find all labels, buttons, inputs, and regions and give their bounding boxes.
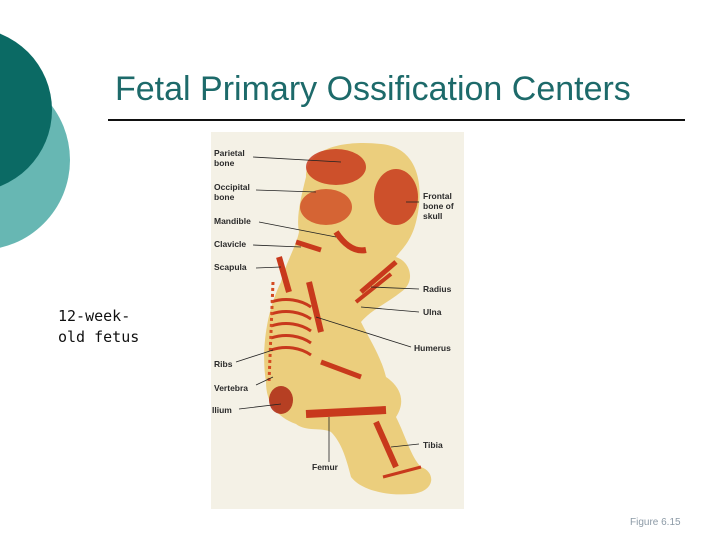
slide-title: Fetal Primary Ossification Centers	[115, 70, 631, 108]
occipital-bone-shape	[300, 189, 352, 225]
fetus-age-label-line-2: old fetus	[58, 328, 140, 346]
label-mandible: Mandible	[214, 216, 251, 226]
label-frontal-1: Frontal	[423, 191, 452, 201]
label-ulna: Ulna	[423, 307, 442, 317]
label-radius: Radius	[423, 284, 452, 294]
label-ilium: Ilium	[212, 405, 232, 415]
label-parietal-2: bone	[214, 158, 235, 168]
ilium-shape	[269, 386, 293, 414]
label-humerus: Humerus	[414, 343, 451, 353]
label-femur: Femur	[312, 462, 338, 472]
fetus-age-label-line-1: 12-week-	[58, 307, 131, 325]
label-scapula: Scapula	[214, 262, 247, 272]
label-vertebra: Vertebra	[214, 383, 249, 393]
label-occipital-2: bone	[214, 192, 235, 202]
label-clavicle: Clavicle	[214, 239, 247, 249]
fetus-age-label	[58, 306, 139, 348]
theme-decoration	[0, 0, 120, 300]
label-tibia: Tibia	[423, 440, 443, 450]
label-frontal-2: bone of	[423, 201, 454, 211]
parietal-bone-shape	[306, 149, 366, 185]
label-frontal-3: skull	[423, 211, 443, 221]
label-parietal-1: Parietal	[214, 148, 245, 158]
femur-shape	[306, 410, 386, 414]
label-ribs: Ribs	[214, 359, 233, 369]
title-underline	[108, 119, 685, 121]
figure-caption: Figure 6.15	[630, 517, 681, 528]
fetus-ossification-image	[211, 132, 464, 509]
frontal-bone-shape	[374, 169, 418, 225]
fetus-illustration	[211, 132, 464, 509]
label-occipital-1: Occipital	[214, 182, 250, 192]
